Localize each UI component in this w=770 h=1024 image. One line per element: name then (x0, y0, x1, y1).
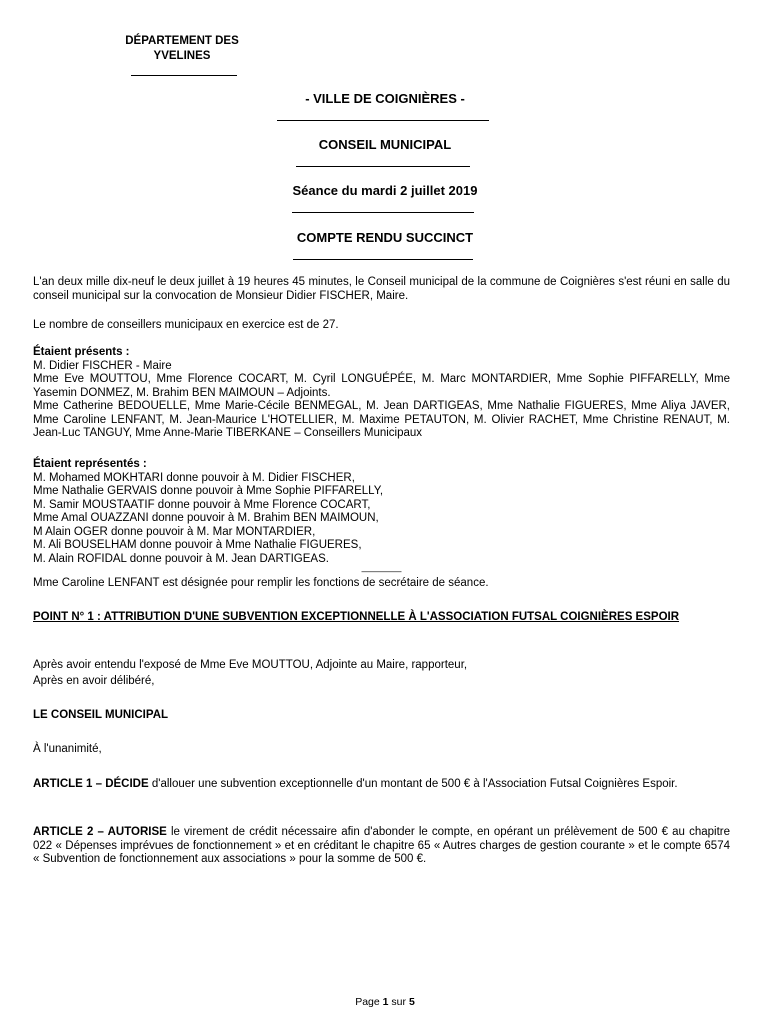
represented-heading: Étaient représentés : (33, 458, 147, 470)
member-count-text: Le nombre de conseillers municipaux en exercice est de 27. (33, 319, 339, 331)
secretary-designation: Mme Caroline LENFANT est désignée pour remplir les fonctions de secrétaire de séance. (33, 577, 489, 589)
department-divider (131, 75, 237, 76)
council-title: CONSEIL MUNICIPAL (318, 137, 452, 152)
proxy-item: Mme Amal OUAZZANI donne pouvoir à M. Brahim BEN MAIMOUN, (33, 512, 379, 524)
page-total: 5 (408, 996, 415, 1008)
present-section (33, 346, 730, 441)
article-1-text: d'allouer une subvention exceptionnelle d'un montant de 500 € à l'Association Futsal Coignières Espoir. (148, 778, 678, 790)
article-2 (33, 826, 730, 867)
report-divider (293, 259, 473, 260)
article-2-label: ARTICLE 2 – AUTORISE (33, 826, 167, 838)
council-decision (33, 709, 730, 723)
point-1-preamble (33, 657, 730, 689)
city-title: - VILLE DE COIGNIÈRES - (305, 91, 465, 106)
article-1-paragraph (33, 778, 730, 792)
session-title: Séance du mardi 2 juillet 2019 (292, 183, 478, 198)
opening-paragraph (33, 276, 730, 303)
proxy-item: M. Alain ROFIDAL donne pouvoir à M. Jean DARTIGEAS. (33, 552, 329, 565)
vote-text: À l'unanimité, (33, 743, 102, 755)
represented-section (33, 458, 730, 591)
vote-result (33, 743, 730, 757)
proxy-item: M. Ali BOUSELHAM donne pouvoir à Mme Nathalie FIGUERES, (33, 539, 362, 551)
page-footer (0, 996, 770, 1008)
page-of: sur (391, 996, 407, 1008)
present-councillors: Mme Catherine BEDOUELLE, Mme Marie-Cécile BENMEGAL, M. Jean DARTIGEAS, Mme Nathalie FIGUERES, Mme Aliya JAVER, Mme Caroline LENFANT, M. Jean-Maurice L'HOTELLIER, M. Maxime PETAUTON, M. Olivier RACHET, Mme Christine RENAUT, M. Jean-Luc TANGUY, Mme Anne-Marie TIBERKANE – Conseillers Municipaux (33, 400, 730, 439)
page-current: 1 (382, 996, 389, 1008)
department-line-1: DÉPARTEMENT DES (125, 35, 239, 47)
point-1-heading: POINT N° 1 : ATTRIBUTION D'UNE SUBVENTION EXCEPTIONNELLE À L'ASSOCIATION FUTSAL COIGNIÈRES ESPOIR (33, 611, 680, 623)
article-2-paragraph (33, 826, 730, 867)
council-label: LE CONSEIL MUNICIPAL (33, 709, 169, 721)
member-count (33, 319, 730, 333)
council-divider (296, 166, 470, 167)
city-divider (277, 120, 489, 121)
proxy-item: Mme Nathalie GERVAIS donne pouvoir à Mme Sophie PIFFARELLY, (33, 485, 384, 497)
present-mayor: M. Didier FISCHER - Maire (33, 359, 172, 372)
proxy-item: M. Samir MOUSTAATIF donne pouvoir à Mme Florence COCART, (33, 498, 371, 511)
article-2-text: le virement de crédit nécessaire afin d'abonder le compte, en opérant un prélèvement de 500 € au chapitre 022 « Dépenses imprévues de fonctionnement » et en créditant le chapitre 65 « Autres charges de gestion courante » et le compte 6574 « Subvention de fonctionnement aux associations » pour la somme de 500 €. (33, 826, 730, 865)
page-label: Page (355, 996, 380, 1008)
opening-text: L'an deux mille dix-neuf le deux juillet à 19 heures 45 minutes, le Conseil municipal de la commune de Coignières s'est réuni en salle du conseil municipal sur la convocation de Monsieur Didier FISCHER, Maire. (33, 276, 730, 302)
present-adjoints: Mme Eve MOUTTOU, Mme Florence COCART, M. Cyril LONGUÉPÉE, M. Marc MONTARDIER, Mme Sophie PIFFARELLY, Mme Yasemin DONMEZ, M. Brahim BEN MAIMOUN – Adjoints. (33, 373, 730, 399)
point-1-title (33, 611, 730, 625)
report-title: COMPTE RENDU SUCCINCT (296, 230, 474, 245)
proxy-item: M Alain OGER donne pouvoir à M. Mar MONTARDIER, (33, 525, 316, 538)
deliberation: Après en avoir délibéré, (33, 675, 155, 687)
department-heading (104, 34, 260, 64)
section-separator: –––––––– (361, 566, 402, 576)
article-1-label: ARTICLE 1 – DÉCIDE (33, 778, 149, 790)
session-divider (292, 212, 474, 213)
article-1 (33, 778, 730, 792)
department-line-2: YVELINES (153, 50, 211, 62)
present-heading: Étaient présents : (33, 346, 130, 358)
report-heard: Après avoir entendu l'exposé de Mme Eve MOUTTOU, Adjointe au Maire, rapporteur, (33, 659, 468, 671)
proxy-item: M. Mohamed MOKHTARI donne pouvoir à M. Didier FISCHER, (33, 471, 355, 484)
